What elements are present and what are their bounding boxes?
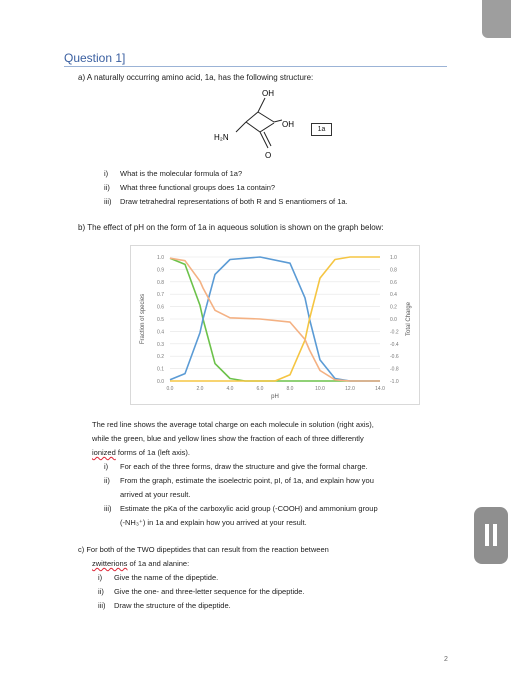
x-tick-label: 0.0 xyxy=(166,386,174,392)
y-left-tick-label: 0.0 xyxy=(157,379,164,385)
part-b-para-1: The red line shows the average total charge on each molecule in solution (right axis), xyxy=(92,420,374,429)
y-left-tick-label: 0.1 xyxy=(157,366,164,373)
y-right-tick-label: 0.2 xyxy=(390,304,397,311)
y-right-tick-label: -0.4 xyxy=(390,341,399,348)
part-c-item-3: iii) Draw the structure of the dipeptide. xyxy=(98,601,231,610)
y-right-tick-label: 0.4 xyxy=(390,292,397,299)
page-number: 2 xyxy=(444,656,448,663)
part-b-item-2: ii) From the graph, estimate the isoelectric point, pI, of 1a, and explain how you xyxy=(104,476,374,485)
part-c-line-2: zwitterions of 1a and alanine: xyxy=(92,559,190,568)
x-tick-label: 8.0 xyxy=(286,386,294,392)
part-b-item-2-cont: arrived at your result. xyxy=(120,490,191,499)
y-right-tick-label: -0.6 xyxy=(390,354,399,361)
y-right-tick-label: -1.0 xyxy=(390,379,399,385)
pause-pager-button[interactable] xyxy=(474,507,508,564)
part-c-item-1: i) Give the name of the dipeptide. xyxy=(98,573,219,582)
y-axis-right-label: Total Charge xyxy=(406,301,412,337)
part-b-para-2: while the green, blue and yellow lines show the fraction of each of three differently xyxy=(92,434,364,443)
y-left-tick-label: 1.0 xyxy=(157,255,164,261)
y-left-tick-label: 0.5 xyxy=(157,317,164,323)
y-right-tick-label: 0.8 xyxy=(390,267,397,274)
pause-icon-bar xyxy=(493,524,497,546)
question-title: Question 1] xyxy=(64,51,126,65)
x-tick-label: 14.0 xyxy=(375,386,385,392)
pause-icon xyxy=(485,524,489,546)
y-left-tick-label: 0.3 xyxy=(157,341,164,348)
y-left-tick-label: 0.8 xyxy=(157,279,164,286)
part-a-item-1: i) What is the molecular formula of 1a? xyxy=(104,169,243,178)
y-axis-left-label: Fraction of species xyxy=(140,293,146,345)
x-tick-label: 4.0 xyxy=(226,386,234,392)
part-b-item-1: i) For each of the three forms, draw the structure and give the formal charge. xyxy=(104,462,368,471)
part-a-intro: a) A naturally occurring amino acid, 1a, has the following structure: xyxy=(78,73,314,82)
part-b-item-3: iii) Estimate the pKa of the carboxylic acid group (-COOH) and ammonium group xyxy=(104,504,378,513)
title-underline xyxy=(64,66,447,67)
structure-oh-right: OH xyxy=(282,120,294,129)
ph-speciation-chart xyxy=(130,245,420,405)
y-left-tick-label: 0.6 xyxy=(157,304,164,311)
y-left-tick-label: 0.4 xyxy=(157,329,164,336)
structure-nh2: H₂N xyxy=(214,133,229,142)
part-c-intro: c) For both of the TWO dipeptides that can result from the reaction between xyxy=(78,545,329,554)
y-right-tick-label: 1.0 xyxy=(390,255,397,261)
y-left-tick-label: 0.7 xyxy=(157,292,164,299)
structure-oh-top: OH xyxy=(262,89,274,98)
y-right-tick-label: -0.2 xyxy=(390,329,399,336)
x-axis-label: pH xyxy=(271,394,279,400)
y-left-tick-label: 0.2 xyxy=(157,354,164,361)
part-a-item-3: iii) Draw tetrahedral representations of both R and S enantiomers of 1a. xyxy=(104,197,348,206)
x-tick-label: 2.0 xyxy=(196,386,204,392)
part-b-para-3: ionized forms of 1a (left axis). xyxy=(92,448,190,457)
structure-bonds xyxy=(236,98,282,148)
part-b-intro: b) The effect of pH on the form of 1a in aqueous solution is shown on the graph below: xyxy=(78,223,384,232)
part-b-item-3-cont: (-NH₃⁺) in 1a and explain how you arrived at your result. xyxy=(120,518,307,527)
y-right-tick-label: -0.8 xyxy=(390,366,399,373)
x-tick-label: 10.0 xyxy=(315,386,325,392)
y-right-tick-label: 0.0 xyxy=(390,317,397,323)
part-a-item-2: ii) What three functional groups does 1a contain? xyxy=(104,183,276,192)
compound-label-1a: 1a xyxy=(311,123,332,136)
x-tick-label: 12.0 xyxy=(345,386,355,392)
y-left-tick-label: 0.9 xyxy=(157,267,164,274)
structure-o: O xyxy=(265,151,272,160)
part-c-item-2: ii) Give the one- and three-letter sequence for the dipeptide. xyxy=(98,587,305,596)
scrollbar-thumb[interactable] xyxy=(482,0,511,38)
x-tick-label: 6.0 xyxy=(256,386,264,392)
y-right-tick-label: 0.6 xyxy=(390,279,397,286)
